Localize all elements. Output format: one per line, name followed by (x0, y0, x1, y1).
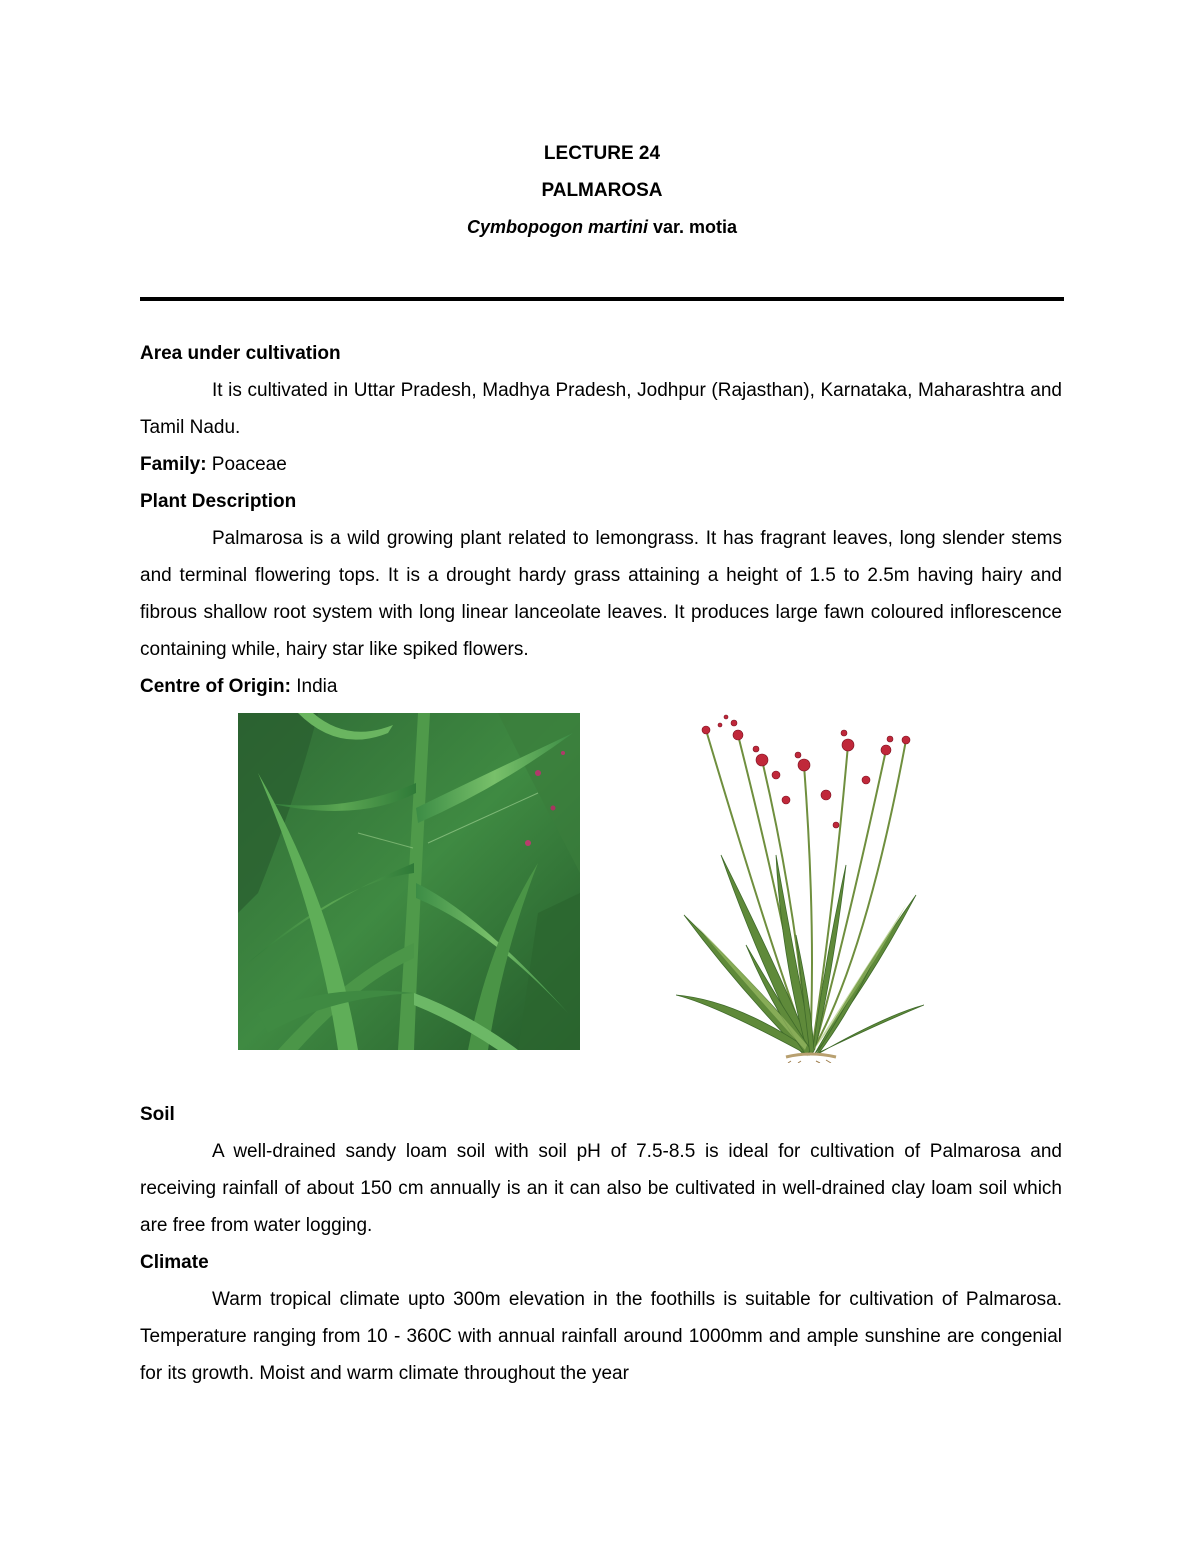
page-title: PALMAROSA (541, 180, 663, 201)
palmarosa-leaves-photo (238, 713, 580, 1050)
soil-text: A well-drained sandy loam soil with soil pH of 7.5-8.5 is ideal for cultivation of Palmarosa and receiving rainfall of about 150 cm annually is an it can also be cultivated in well-drained clay loam soil which are free from water logging. (140, 1141, 1062, 1236)
origin-label: Centre of Origin: (140, 676, 291, 697)
climate-text: Warm tropical climate upto 300m elevation in the foothills is suitable for cultivation of Palmarosa. Temperature ranging from 10 - 360C with annual rainfall around 1000mm and ample sunshine are congenial for its growth. Moist and warm climate throughout the year (140, 1289, 1062, 1384)
description-text: Palmarosa is a wild growing plant related to lemongrass. It has fragrant leaves, long slender stems and terminal flowering tops. It is a drought hardy grass attaining a height of 1.5 to 2.5m having hairy and fibrous shallow root system with long linear lanceolate leaves. It produces large fawn coloured inflorescence containing while, hairy star like spiked flowers. (140, 528, 1062, 660)
scientific-name-genus-species: Cymbopogon martini (466, 217, 648, 237)
scientific-name-variety: var. motia (647, 217, 738, 237)
area-text: It is cultivated in Uttar Pradesh, Madhya Pradesh, Jodhpur (Rajasthan), Karnataka, Maharashtra and Tamil Nadu. (140, 380, 1062, 438)
climate-heading: Climate (140, 1252, 209, 1273)
title-divider (140, 297, 1064, 301)
scientific-name (140, 217, 1064, 238)
palmarosa-plant-drawing (676, 705, 924, 1063)
family-value: Poaceae (206, 454, 287, 475)
family-line (140, 446, 1062, 483)
palmarosa-plant-illustration (676, 705, 924, 1063)
origin-line (140, 668, 1062, 705)
description-heading: Plant Description (140, 491, 297, 512)
palmarosa-leaves-image (238, 713, 580, 1050)
area-heading: Area under cultivation (140, 343, 341, 364)
family-label: Family: (140, 454, 207, 475)
origin-value: India (290, 676, 338, 697)
content-upper (140, 335, 1062, 705)
content-lower (140, 1096, 1062, 1392)
lecture-number: LECTURE 24 (543, 143, 661, 164)
soil-heading: Soil (140, 1104, 175, 1125)
